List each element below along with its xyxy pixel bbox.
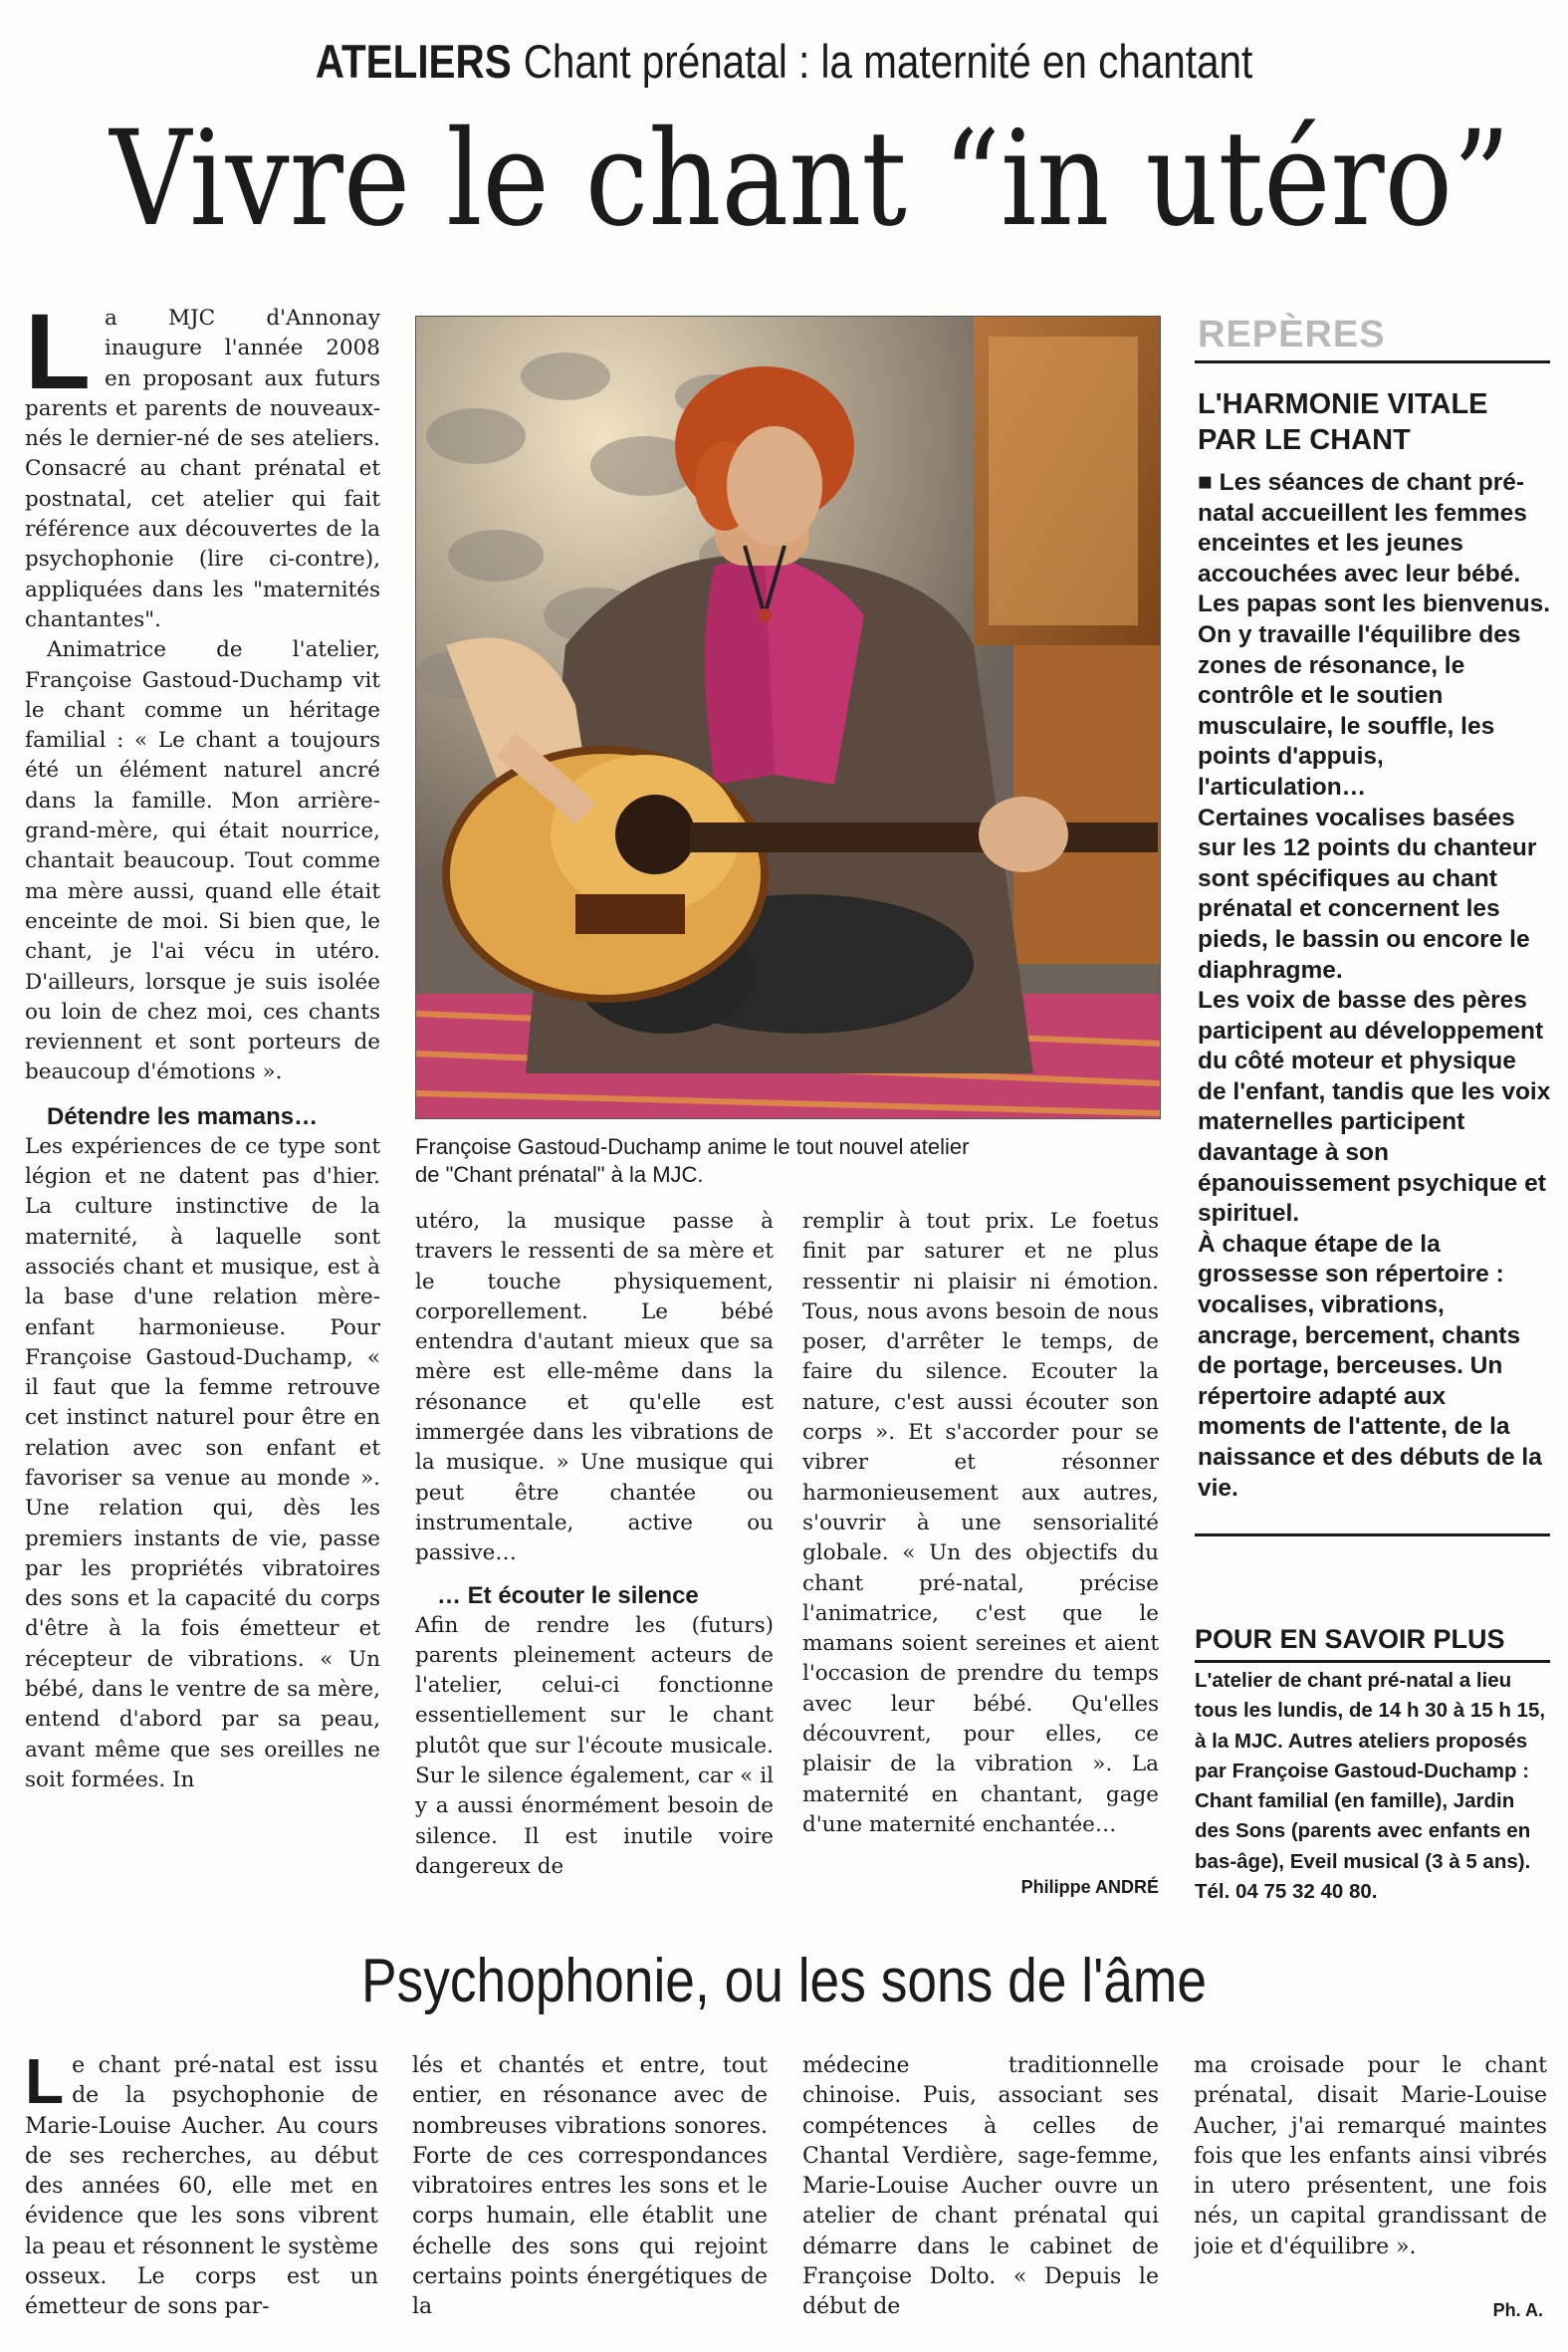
article-paragraph: a MJC d'Annonay inaugure l'année 2008 en proposant aux futurs parents et parents de nouveaux-nés le dernier-né de ses ateliers. Consacré au chant prénatal et postnatal, cet atelier qui fait référence aux découvertes de la psychophonie (lire ci-contre), appliquées dans les "maternités chantantes". xyxy=(25,306,380,632)
caption-line: de "Chant prénatal" à la MJC. xyxy=(415,1162,704,1187)
article-paragraph: Les expériences de ce type sont légion et ne datent pas d'hier. La culture instinctive de la maternité, à laquelle sont associés chant et musique, est à la base d'une relation mère-enfant harmonieuse. Pour Françoise Gastoud-Duchamp, « il faut que la femme retrouve cet instinct naturel pour être en relation avec son enfant et favoriser sa venue au monde ». Une relation qui, dès les premiers instants de vie, passe par les propriétés vibratoires des sons et la capacité du corps d'être à la fois émetteur et récepteur de vibrations. « Un bébé, dans le ventre de sa mère, entend d'abord par sa peau, avant même que ses oreilles ne soit formées. In xyxy=(25,1133,380,1792)
subheading: … Et écouter le silence xyxy=(437,1581,699,1609)
article-paragraph: utéro, la musique passe à travers le ressenti de sa mère et le touche physiquement, corporellement. Le bébé entendra d'autant mieux que sa mère est elle-même dans la résonance et qu'elle est immergée dans les vibrations de la musique. » Une musique qui peut être chantée ou instrumentale, active ou passive… xyxy=(415,1209,774,1566)
photo-caption xyxy=(415,1133,1032,1189)
drop-cap: L xyxy=(25,304,91,411)
info-title: POUR EN SAVOIR PLUS xyxy=(1195,1624,1505,1654)
byline: Ph. A. xyxy=(1492,2300,1543,2320)
psychophonie-column-4 xyxy=(1194,2051,1547,2300)
reperes-paragraph: Les voix de basse des pères participent au développement du côté moteur et physique de l'enfant, tandis que les voix maternelles participent davantage à son épanouissement psychique et spirituel. xyxy=(1198,987,1551,1228)
reperes-title-line: PAR LE CHANT xyxy=(1198,424,1411,456)
photo-illustration xyxy=(416,317,1160,1118)
article-paragraph: Afin de rendre les (futurs) parents pleinement acteurs de l'atelier, celui-ci fonctionne essentiellement sur le chant plutôt que sur l'écoute musicale. Sur le silence également, car « il y a aussi énormément besoin de silence. Il est inutile voire dangereux de xyxy=(415,1612,774,1879)
article-column-1 xyxy=(25,304,380,1902)
article-paragraph: remplir à tout prix. Le foetus finit par saturer et ne plus ressentir ni plaisir ni émotion. Tous, nous avons besoin de nous poser, d'arrêter le temps, de faire du silence. Ecouter la nature, c'est aussi écouter son corps ». Et s'accorder pour se vibrer et résonner harmonieusement aux autres, s'ouvrir à une sensorialité globale. « Un des objectifs du chant pré-natal, précise l'animatrice, c'est que le mamans soient sereines et aient l'occasion de prendre du temps avec leur bébé. Qu'elles découvrent, pour elles, ce plaisir de la vibration ». La maternité en chantant, gage d'une maternité enchantée… xyxy=(802,1209,1159,1837)
reperes-paragraph: Certaines vocalises basées sur les 12 points du chanteur sont spécifiques au chant prénatal et concernent les pieds, le bassin ou encore le diaphragme. xyxy=(1198,804,1537,984)
drop-cap: L xyxy=(25,2051,65,2117)
photo-guitarist xyxy=(415,316,1161,1119)
bullet-icon: ■ xyxy=(1198,469,1213,496)
caption-line: Françoise Gastoud-Duchamp anime le tout nouvel atelier xyxy=(415,1134,970,1159)
article-paragraph: e chant pré-natal est issu de la psychophonie de Marie-Louise Aucher. Au cours de ses recherches, au début des années 60, elle met en évidence que les sons vibrent la peau et résonnent le système osseux. Le corps est un émetteur de sons par- xyxy=(25,2053,378,2320)
psychophonie-column-1 xyxy=(25,2051,378,2330)
psychophonie-column-3 xyxy=(802,2051,1159,2330)
reperes-title xyxy=(1198,386,1551,458)
reperes-paragraph: À chaque étape de la grossesse son répertoire : vocalises, vibrations, ancrage, bercement, chants de portage, berceuses. Un répertoire adapté aux moments de l'attente, de la naissance et des débuts de la vie. xyxy=(1198,1230,1542,1502)
article-paragraph: médecine traditionnelle chinoise. Puis, associant ses compétences à celles de Chantal Verdière, sage-femme, Marie-Louise Aucher ouvre un atelier de chant prénatal qui démarre dans le cabinet de Françoise Dolto. « Depuis le début de xyxy=(802,2053,1159,2320)
subheading: Détendre les mamans… xyxy=(47,1102,319,1130)
article-paragraph: Animatrice de l'atelier, Françoise Gastoud-Duchamp vit le chant comme un héritage familial : « Le chant a toujours été un élément naturel ancré dans la famille. Mon arrière-grand-mère, qui était nourrice, chantait beaucoup. Tout comme ma mère aussi, quand elle était enceinte de moi. Si bien que, le chant, je l'ai vécu in utéro. D'ailleurs, lorsque je suis isolée ou loin de chez moi, ces chants reviennent et sont porteurs de beaucoup d'émotions ». xyxy=(25,637,380,1085)
kicker-text: Chant prénatal : la maternité en chantant xyxy=(523,35,1253,88)
article-column-2 xyxy=(415,1207,774,1904)
reperes-paragraph: Les séances de chant pré-natal accueillent les femmes enceintes et les jeunes accouchées avec leur bébé. Les papas sont les bienvenus. xyxy=(1198,469,1551,618)
kicker xyxy=(110,34,1458,90)
reperes-title-line: L'HARMONIE VITALE xyxy=(1198,388,1488,420)
reperes-label: REPÈRES xyxy=(1198,314,1386,355)
article-paragraph: lés et chantés et entre, tout entier, en résonance avec de nombreuses vibrations sonores. Forte de ces correspondances vibratoires entres les sons et le corps humain, elle établit une échelle des sons qui rejoint certains points énergétiques de la xyxy=(412,2053,768,2320)
psychophonie-column-2 xyxy=(412,2051,768,2330)
section-title: Psychophonie, ou les sons de l'âme xyxy=(360,1947,1208,2015)
article-column-3 xyxy=(802,1207,1159,1884)
article-paragraph: ma croisade pour le chant prénatal, disait Marie-Louise Aucher, j'ai remarqué maintes fois que les enfants ainsi vibrés in utero présentent, une fois nés, un capital grandissant de joie et d'équilibre ». xyxy=(1194,2053,1547,2259)
reperes-body xyxy=(1198,468,1551,1504)
rule xyxy=(1195,360,1550,363)
reperes-paragraph: On y travaille l'équilibre des zones de résonance, le contrôle et le soutien musculaire, le souffle, les points d'appuis, l'articulation… xyxy=(1198,620,1521,801)
headline: Vivre le chant “in utéro” xyxy=(110,103,1511,256)
byline: Philippe ANDRÉ xyxy=(1020,1877,1159,1897)
kicker-label: ATELIERS xyxy=(315,35,512,88)
rule xyxy=(1195,1660,1550,1663)
rule xyxy=(1195,1533,1550,1536)
info-text: L'atelier de chant pré-natal a lieu tous les lundis, de 14 h 30 à 15 h 15, à la MJC. Autres ateliers proposés par Françoise Gastoud-Duchamp : Chant familial (en famille), Jardin des Sons (parents avec enfants en bas-âge), Eveil musical (3 à 5 ans). Tél. 04 75 32 40 80. xyxy=(1195,1669,1546,1904)
